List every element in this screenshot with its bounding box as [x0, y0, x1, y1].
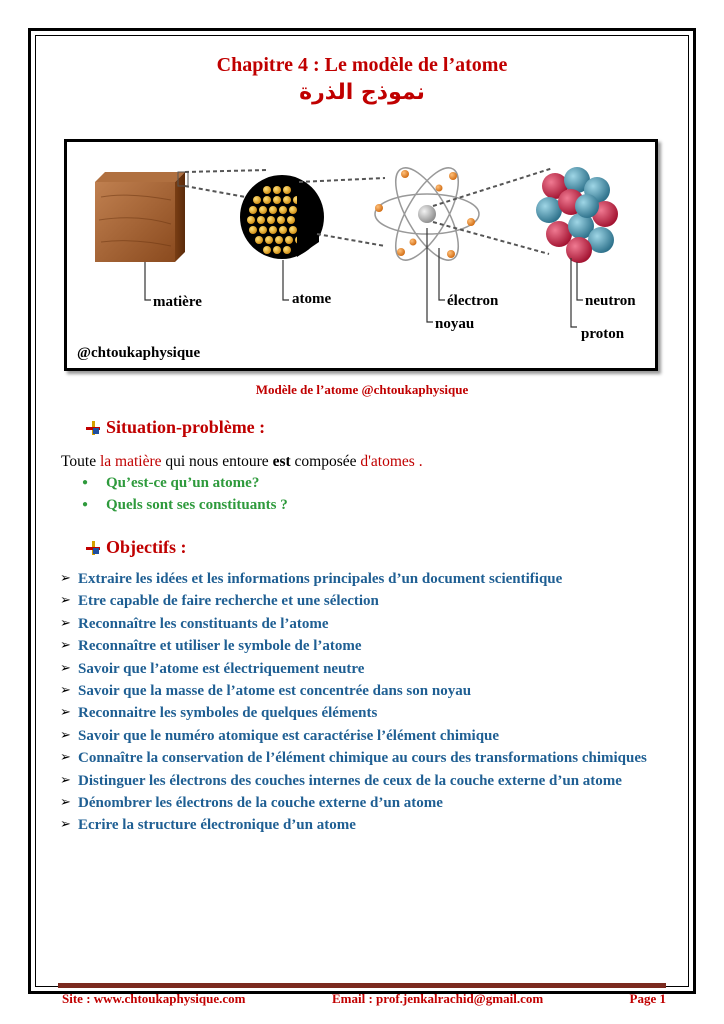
label-nucleus: noyau	[435, 316, 475, 332]
list-item: ➢ Extraire les idées et les informations principales d’un document scientifique	[60, 568, 660, 590]
list-item: ➢ Connaître la conservation de l’élément chimique au cours des transformations chimiques	[60, 747, 660, 769]
matter-cube	[95, 172, 185, 262]
footer-site[interactable]: Site : www.chtoukaphysique.com	[62, 991, 246, 1006]
list-item: ➢ Reconnaître et utiliser le symbole de l’atome	[60, 635, 660, 657]
footer-page-number: Page 1	[629, 991, 666, 1006]
list-item: ➢ Distinguer les électrons des couches internes de ceux de la couche externe d’un atome	[60, 770, 660, 792]
situation-intro	[61, 453, 423, 471]
list-item: ● Qu’est-ce qu’un atome?	[82, 472, 288, 494]
chapter-title: Chapitre 4 : Le modèle de l’atome	[216, 54, 508, 76]
label-atom: atome	[292, 291, 332, 307]
figure-caption: Modèle de l’atome @chtoukaphysique	[255, 382, 469, 397]
list-item: ➢ Savoir que la masse de l’atome est concentrée dans son noyau	[60, 680, 660, 702]
situation-heading	[84, 417, 265, 438]
atom-model-illustration	[67, 142, 655, 368]
list-item: ● Quels sont ses constituants ?	[82, 494, 288, 516]
situation-heading-text: Situation-problème :	[106, 417, 266, 437]
figure-watermark: @chtoukaphysique	[77, 345, 201, 361]
objectives-heading-text: Objectifs :	[106, 537, 187, 557]
list-item: ➢ Ecrire la structure électronique d’un atome	[60, 814, 660, 836]
intro-text-1: Toute	[61, 453, 100, 470]
list-item: ➢ Savoir que le numéro atomique est caractérise l’élément chimique	[60, 725, 660, 747]
list-item: ➢ Reconnaitre les symboles de quelques éléments	[60, 702, 660, 724]
intro-highlight-matter: la matière	[99, 453, 162, 470]
label-proton: proton	[581, 326, 625, 342]
label-neutron: neutron	[585, 293, 636, 309]
list-item: ➢ Dénombrer les électrons de la couche externe d’un atome	[60, 792, 660, 814]
footer-email[interactable]: Email : prof.jenkalrachid@gmail.com	[332, 991, 544, 1006]
intro-text-2: qui nous entoure	[161, 453, 273, 470]
objectives-heading	[84, 537, 186, 558]
chapter-title-arabic: نموذج الذرة	[299, 80, 425, 105]
atom-lattice	[240, 175, 324, 259]
intro-text-3: composée	[290, 453, 361, 470]
pin-icon	[84, 419, 102, 437]
intro-text-bold: est	[272, 453, 291, 470]
atom-model-figure	[64, 139, 658, 371]
situation-questions	[82, 472, 288, 516]
list-item: ➢ Reconnaître les constituants de l’atome	[60, 613, 660, 635]
label-matter: matière	[153, 294, 202, 310]
label-electron: électron	[447, 293, 499, 309]
list-item: ➢ Savoir que l’atome est électriquement neutre	[60, 658, 660, 680]
list-item: ➢ Etre capable de faire recherche et une sélection	[60, 590, 660, 612]
nucleus-diagram	[536, 167, 618, 263]
objectives-list	[60, 568, 660, 837]
pin-icon	[84, 539, 102, 557]
intro-highlight-atoms: d'atomes .	[360, 453, 423, 470]
footer-divider	[58, 983, 666, 988]
